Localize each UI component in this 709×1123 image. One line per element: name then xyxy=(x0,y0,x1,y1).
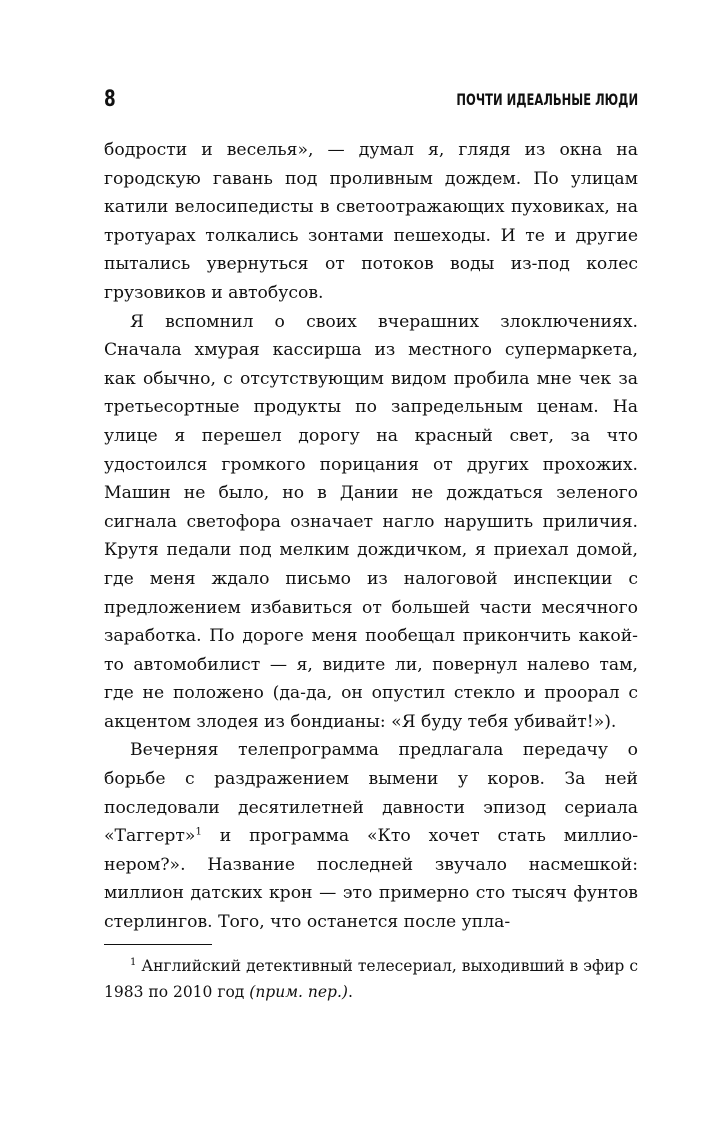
footnote-divider xyxy=(104,944,212,945)
paragraph-1: бодрости и веселья», — думал я, глядя из окна на городскую гавань под проливным дождем. По улицам катили велосипедисты в светоотражающих пуховиках, на тротуарах толкались зонтами пешеходы. И те и другие пытались увернуться от потоков воды из-под колес грузовиков и автобусов. xyxy=(104,140,638,303)
translator-note: (прим. пер.) xyxy=(249,983,348,1001)
footnote-reference: 1 xyxy=(195,826,202,838)
footnote-end: . xyxy=(347,983,353,1001)
paragraph-3-text-end: и программа «Кто хочет стать миллионером?». Название последней звучало насмешкой: миллион датских крон — это примерно сто тысяч фунтов стерлингов. Того, что останется после упла- xyxy=(104,826,638,933)
paragraph-2: Я вспомнил о своих вчерашних злоключениях. Сначала хмурая кассирша из местного супермаркета, как обычно, с отсутствующим видом пробила мне чек за третьесортные продукты по запредельным ценам. На улице я перешел дорогу на красный свет, за что удостоился громкого порицания от других прохожих. Машин не было, но в Дании не дождаться зеленого сигнала светофора означает нагло нарушить приличия. Крутя педали под мелким дождичком, я приехал домой, где меня ждало письмо из налоговой инспекции с предложением избавиться от большей части месячного заработка. По дороге меня пообещал прикончить какой-то автомобилист — я, видите ли, повернул налево там, где не положено (да-да, он опустил стекло и проорал с акцентом злодея из бондианы: «Я буду тебя убивайт!»). xyxy=(104,311,638,732)
paragraph-3 xyxy=(104,736,638,936)
page-number: 8 xyxy=(104,87,116,112)
footnote-text: Английский детективный телесериал, выходивший в эфир с 1983 по 2010 год xyxy=(104,957,638,1001)
body-text xyxy=(104,136,638,937)
footnote xyxy=(104,953,638,1005)
running-title: ПОЧТИ ИДЕАЛЬНЫЕ ЛЮДИ xyxy=(456,90,638,109)
paragraph-3-text-start: Вечерняя телепрограмма предлагала передачу о борьбе с раздражением вымени у коров. За ней последовали десятилетней давности эпизод сериала «Таггерт» xyxy=(104,740,638,847)
page-header xyxy=(104,86,638,118)
footnote-marker: 1 xyxy=(130,956,137,968)
